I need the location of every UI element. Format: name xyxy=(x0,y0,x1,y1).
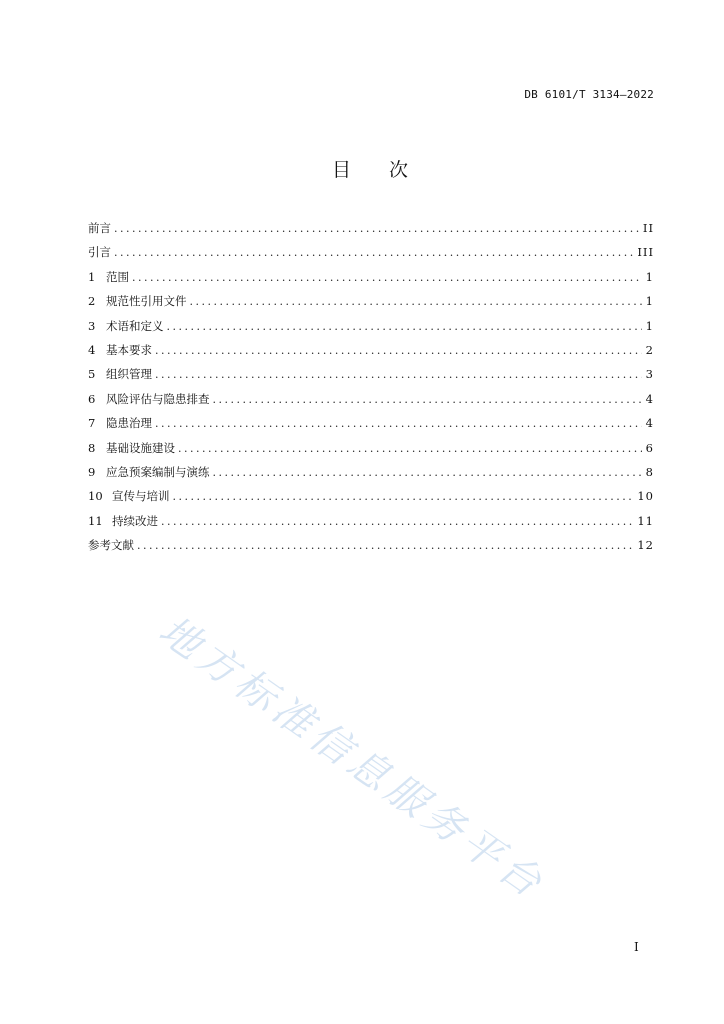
toc-entry-label: 规范性引用文件 xyxy=(106,294,187,309)
toc-entry-page: 1 xyxy=(645,318,654,333)
toc-entry-page: 11 xyxy=(637,513,654,528)
toc-entry-page: 6 xyxy=(645,440,654,455)
toc-entry-3[interactable] xyxy=(88,318,654,342)
toc-leader-dots xyxy=(178,441,642,457)
toc-entry-number: 8 xyxy=(88,440,96,455)
toc-title xyxy=(0,155,724,182)
toc-entry-label: 隐患治理 xyxy=(106,416,152,431)
toc-entry-number: 5 xyxy=(88,367,96,382)
toc-list xyxy=(88,220,654,561)
toc-leader-dots xyxy=(213,392,642,408)
toc-entry-page: II xyxy=(642,221,654,235)
toc-entry-page: 12 xyxy=(637,538,654,553)
toc-leader-dots xyxy=(161,514,633,530)
toc-entry-11[interactable] xyxy=(88,513,654,537)
toc-leader-dots xyxy=(114,221,639,237)
toc-leader-dots xyxy=(132,270,642,286)
toc-entry-label: 基本要求 xyxy=(106,342,152,357)
toc-entry-page: 1 xyxy=(645,269,654,284)
toc-leader-dots xyxy=(155,343,642,359)
page-number: I xyxy=(634,940,639,954)
toc-leader-dots xyxy=(213,465,642,481)
toc-leader-dots xyxy=(173,489,634,505)
toc-entry-label: 术语和定义 xyxy=(106,318,164,333)
toc-leader-dots xyxy=(137,538,633,554)
standard-code: DB 6101/T 3134—2022 xyxy=(524,88,654,101)
toc-entry-foreword[interactable] xyxy=(88,220,654,244)
toc-entry-8[interactable] xyxy=(88,440,654,464)
toc-entry-page: 4 xyxy=(645,391,654,406)
toc-entry-number: 6 xyxy=(88,391,96,406)
toc-title-char-1: 目 xyxy=(331,159,353,181)
toc-entry-2[interactable] xyxy=(88,293,654,317)
toc-entry-7[interactable] xyxy=(88,415,654,439)
toc-entry-number: 2 xyxy=(88,294,96,309)
toc-entry-page: 10 xyxy=(637,489,654,504)
toc-entry-label: 宣传与培训 xyxy=(112,489,170,504)
toc-entry-bibliography[interactable] xyxy=(88,537,654,561)
toc-entry-number: 10 xyxy=(88,489,103,504)
toc-entry-page: 3 xyxy=(645,367,654,382)
toc-leader-dots xyxy=(114,245,633,261)
toc-entry-1[interactable] xyxy=(88,269,654,293)
toc-entry-number: 3 xyxy=(88,318,96,333)
toc-entry-6[interactable] xyxy=(88,391,654,415)
toc-entry-label: 参考文献 xyxy=(88,538,134,553)
toc-entry-page: 4 xyxy=(645,416,654,431)
toc-entry-label: 持续改进 xyxy=(112,513,158,528)
toc-entry-number: 4 xyxy=(88,342,96,357)
toc-entry-5[interactable] xyxy=(88,366,654,390)
toc-entry-introduction[interactable] xyxy=(88,244,654,268)
toc-entry-label: 组织管理 xyxy=(106,367,152,382)
toc-entry-number: 1 xyxy=(88,269,96,284)
toc-title-char-2: 次 xyxy=(389,159,411,181)
toc-entry-number: 9 xyxy=(88,464,96,479)
toc-entry-label: 前言 xyxy=(88,221,111,235)
toc-entry-9[interactable] xyxy=(88,464,654,488)
toc-entry-page: 2 xyxy=(645,342,654,357)
toc-entry-label: 引言 xyxy=(88,245,111,260)
toc-entry-4[interactable] xyxy=(88,342,654,366)
toc-entry-label: 基础设施建设 xyxy=(106,440,175,455)
toc-entry-label: 风险评估与隐患排查 xyxy=(106,391,210,406)
toc-leader-dots xyxy=(167,319,642,335)
toc-entry-number: 7 xyxy=(88,416,96,431)
toc-entry-page: 1 xyxy=(645,294,654,309)
toc-entry-10[interactable] xyxy=(88,488,654,512)
toc-entry-page: III xyxy=(637,245,654,260)
toc-leader-dots xyxy=(155,367,642,383)
toc-entry-page: 8 xyxy=(645,464,654,479)
toc-leader-dots xyxy=(190,294,642,310)
watermark: 地方标准信息服务平台 xyxy=(150,607,554,909)
toc-leader-dots xyxy=(155,416,642,432)
toc-entry-label: 范围 xyxy=(106,269,129,284)
toc-entry-number: 11 xyxy=(88,513,103,528)
toc-entry-label: 应急预案编制与演练 xyxy=(106,464,210,479)
